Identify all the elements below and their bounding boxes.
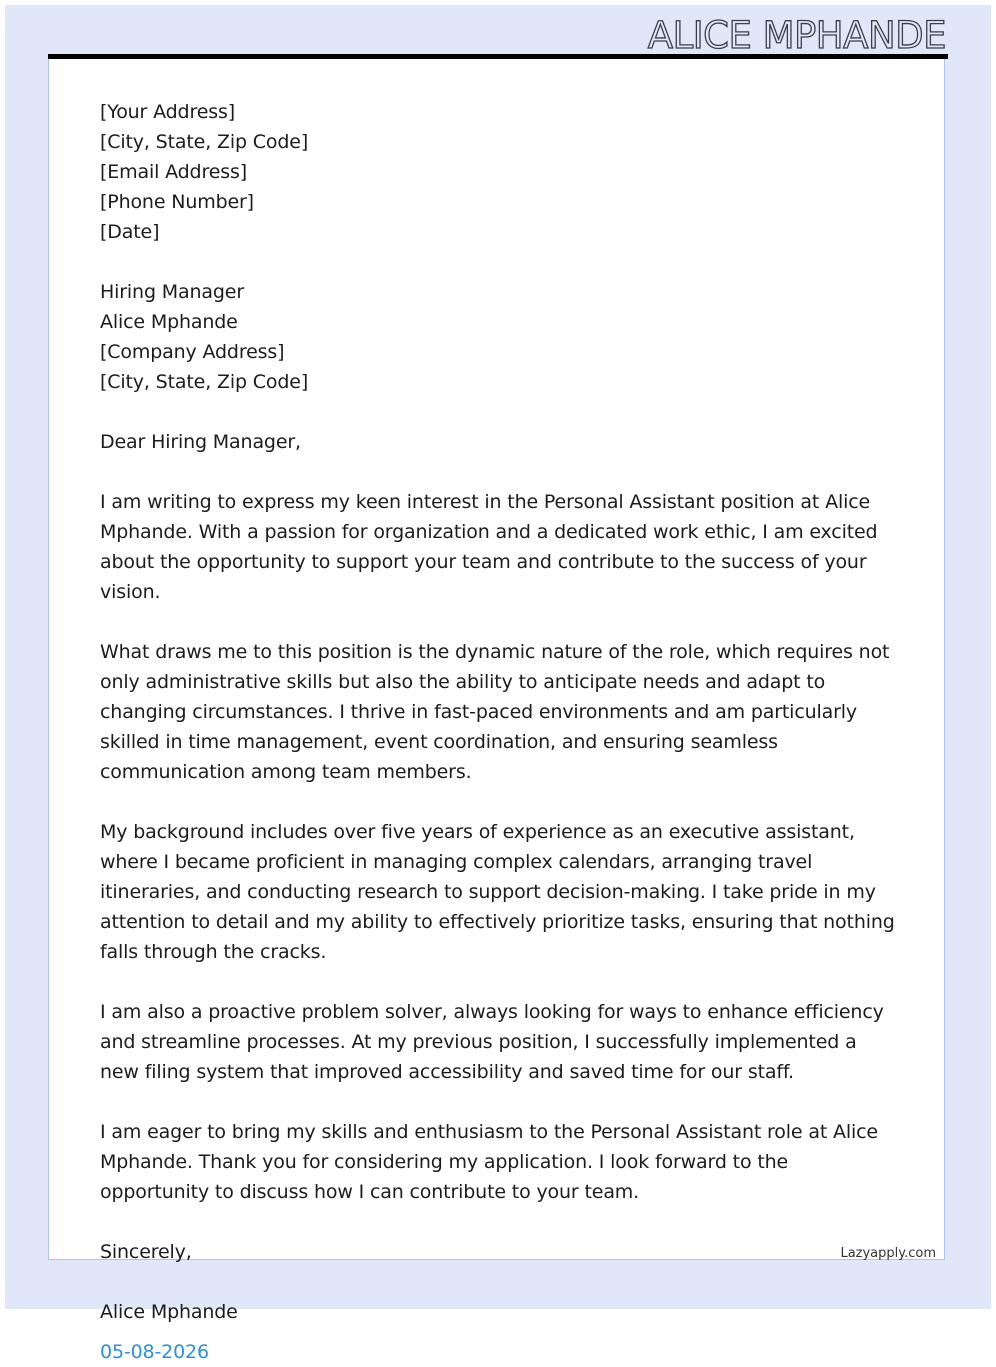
salutation: Dear Hiring Manager, (100, 431, 301, 453)
body-paragraph-4: I am also a proactive problem solver, always looking for ways to enhance efficiency and streamline processes. At my previous position, I successfully implemented a new filing system that improved accessibility and saved time for our staff. (100, 1001, 884, 1083)
watermark: Lazyapply.com (840, 1246, 936, 1261)
sender-date: [Date] (100, 221, 160, 243)
signature-name: Alice Mphande (100, 1301, 238, 1323)
body-paragraph-1: I am writing to express my keen interest in the Personal Assistant position at Alice Mphande. With a passion for organization and a dedicated work ethic, I am excited about the opportunity to support your team and contribute to the success of your vision. (100, 491, 878, 603)
sender-block (100, 97, 900, 247)
recipient-block (100, 277, 900, 397)
body-paragraph-2: What draws me to this position is the dynamic nature of the role, which requires not only administrative skills but also the ability to anticipate needs and adapt to changing circumstances. I thrive in fast-paced environments and am particularly skilled in time management, event coordination, and ensuring seamless communication among team members. (100, 641, 890, 783)
body-paragraph-3: My background includes over five years of experience as an executive assistant, where I became proficient in managing complex calendars, arranging travel itineraries, and conducting research to support decision-making. I take pride in my attention to detail and my ability to effectively prioritize tasks, ensuring that nothing falls through the cracks. (100, 821, 895, 963)
recipient-address: [Company Address] (100, 341, 285, 363)
closing: Sincerely, (100, 1241, 192, 1263)
sender-address: [Your Address] (100, 101, 235, 123)
recipient-city-state-zip: [City, State, Zip Code] (100, 371, 309, 393)
signature-date: 05-08-2026 (100, 1341, 209, 1363)
cover-letter (100, 97, 900, 1367)
sender-phone: [Phone Number] (100, 191, 254, 213)
sender-city-state-zip: [City, State, Zip Code] (100, 131, 309, 153)
header-name: ALICE MPHANDE (647, 14, 946, 57)
recipient-company: Alice Mphande (100, 311, 238, 333)
sender-email: [Email Address] (100, 161, 247, 183)
recipient-title: Hiring Manager (100, 281, 244, 303)
body-paragraph-5: I am eager to bring my skills and enthusiasm to the Personal Assistant role at Alice Mphande. Thank you for considering my application. I look forward to the opportunity to discuss how I can contribute to your team. (100, 1121, 878, 1203)
